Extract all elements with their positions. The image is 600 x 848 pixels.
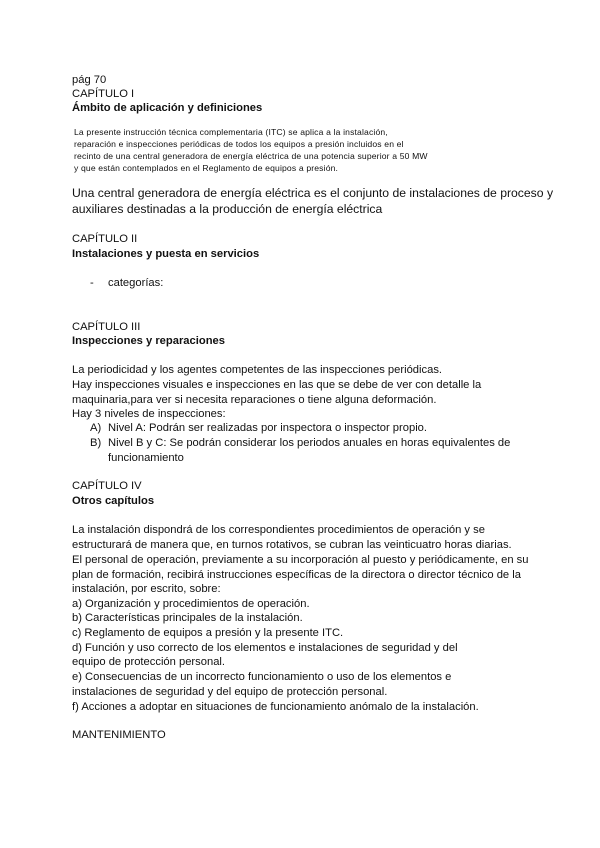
- chapter-1-note-line: reparación e inspecciones periódicas de todos los equipos a presión incluidos en el: [74, 139, 404, 149]
- chapter-1-title: Ámbito de aplicación y definiciones: [72, 102, 263, 114]
- chapter-3-line: maquinaria,para ver si necesita reparaciones o tiene alguna deformación.: [72, 394, 437, 406]
- chapter-4-line: El personal de operación, previamente a su incorporación al puesto y periódicamente, en su: [72, 554, 529, 566]
- chapter-4-list-item: f) Acciones a adoptar en situaciones de funcionamiento anómalo de la instalación.: [72, 701, 479, 713]
- chapter-4-title: Otros capítulos: [72, 495, 155, 507]
- chapter-2-label: CAPÍTULO II: [72, 233, 138, 245]
- chapter-4-list-item: c) Reglamento de equipos a presión y la presente ITC.: [72, 627, 344, 639]
- page-label: pág 70: [72, 74, 107, 86]
- chapter-4-line: instalación, por escrito, sobre:: [72, 583, 221, 595]
- chapter-1-note-line: La presente instrucción técnica complementaria (ITC) se aplica a la instalación,: [74, 127, 388, 137]
- chapter-3-line: Hay inspecciones visuales e inspecciones en las que se debe de ver con detalle la: [72, 379, 482, 391]
- chapter-4-list-item: a) Organización y procedimientos de operación.: [72, 598, 310, 610]
- chapter-4-list-item: d) Función y uso correcto de los elementos e instalaciones de seguridad y del: [72, 642, 458, 654]
- bullet-dash: -: [90, 277, 94, 289]
- level-a-mark: A): [90, 422, 102, 434]
- chapter-1-definition-line: Una central generadora de energía eléctrica es el conjunto de instalaciones de proceso y: [72, 186, 554, 200]
- maintenance-label: MANTENIMIENTO: [72, 729, 166, 741]
- chapter-3-line: La periodicidad y los agentes competentes de las inspecciones periódicas.: [72, 364, 443, 376]
- chapter-4-list-item: instalaciones de seguridad y del equipo de protección personal.: [72, 686, 388, 698]
- chapter-1-label: CAPÍTULO I: [72, 88, 135, 100]
- chapter-1-note-line: recinto de una central generadora de energía eléctrica de una potencia superior a 50 MW: [74, 151, 428, 161]
- level-b-mark: B): [90, 437, 102, 449]
- level-a-text: Nivel A: Podrán ser realizadas por inspectora o inspector propio.: [108, 422, 428, 434]
- chapter-3-line: Hay 3 niveles de inspecciones:: [72, 408, 226, 420]
- chapter-3-title: Inspecciones y reparaciones: [72, 335, 225, 347]
- chapter-1-note-line: y que están contemplados en el Reglamento de equipos a presión.: [74, 163, 339, 173]
- level-b-text: funcionamiento: [108, 452, 184, 464]
- chapter-4-line: La instalación dispondrá de los correspondientes procedimientos de operación y se: [72, 524, 485, 536]
- chapter-4-label: CAPÍTULO IV: [72, 480, 142, 492]
- chapter-1-definition-line: auxiliares destinadas a la producción de energía eléctrica: [72, 202, 383, 216]
- chapter-4-list-item: b) Características principales de la instalación.: [72, 612, 303, 624]
- chapter-4-line: estructurará de manera que, en turnos rotativos, se cubran las veinticuatro horas diarias.: [72, 539, 512, 551]
- chapter-4-line: plan de formación, recibirá instrucciones específicas de la directora o director técnico de la: [72, 569, 521, 581]
- chapter-2-title: Instalaciones y puesta en servicios: [72, 248, 260, 260]
- chapter-4-list-item: e) Consecuencias de un incorrecto funcionamiento o uso de los elementos e: [72, 671, 452, 683]
- chapter-4-list-item: equipo de protección personal.: [72, 656, 226, 668]
- level-b-text: Nivel B y C: Se podrán considerar los periodos anuales en horas equivalentes de: [108, 437, 511, 449]
- chapter-3-label: CAPÍTULO III: [72, 321, 141, 333]
- chapter-2-bullet-text: categorías:: [108, 277, 164, 289]
